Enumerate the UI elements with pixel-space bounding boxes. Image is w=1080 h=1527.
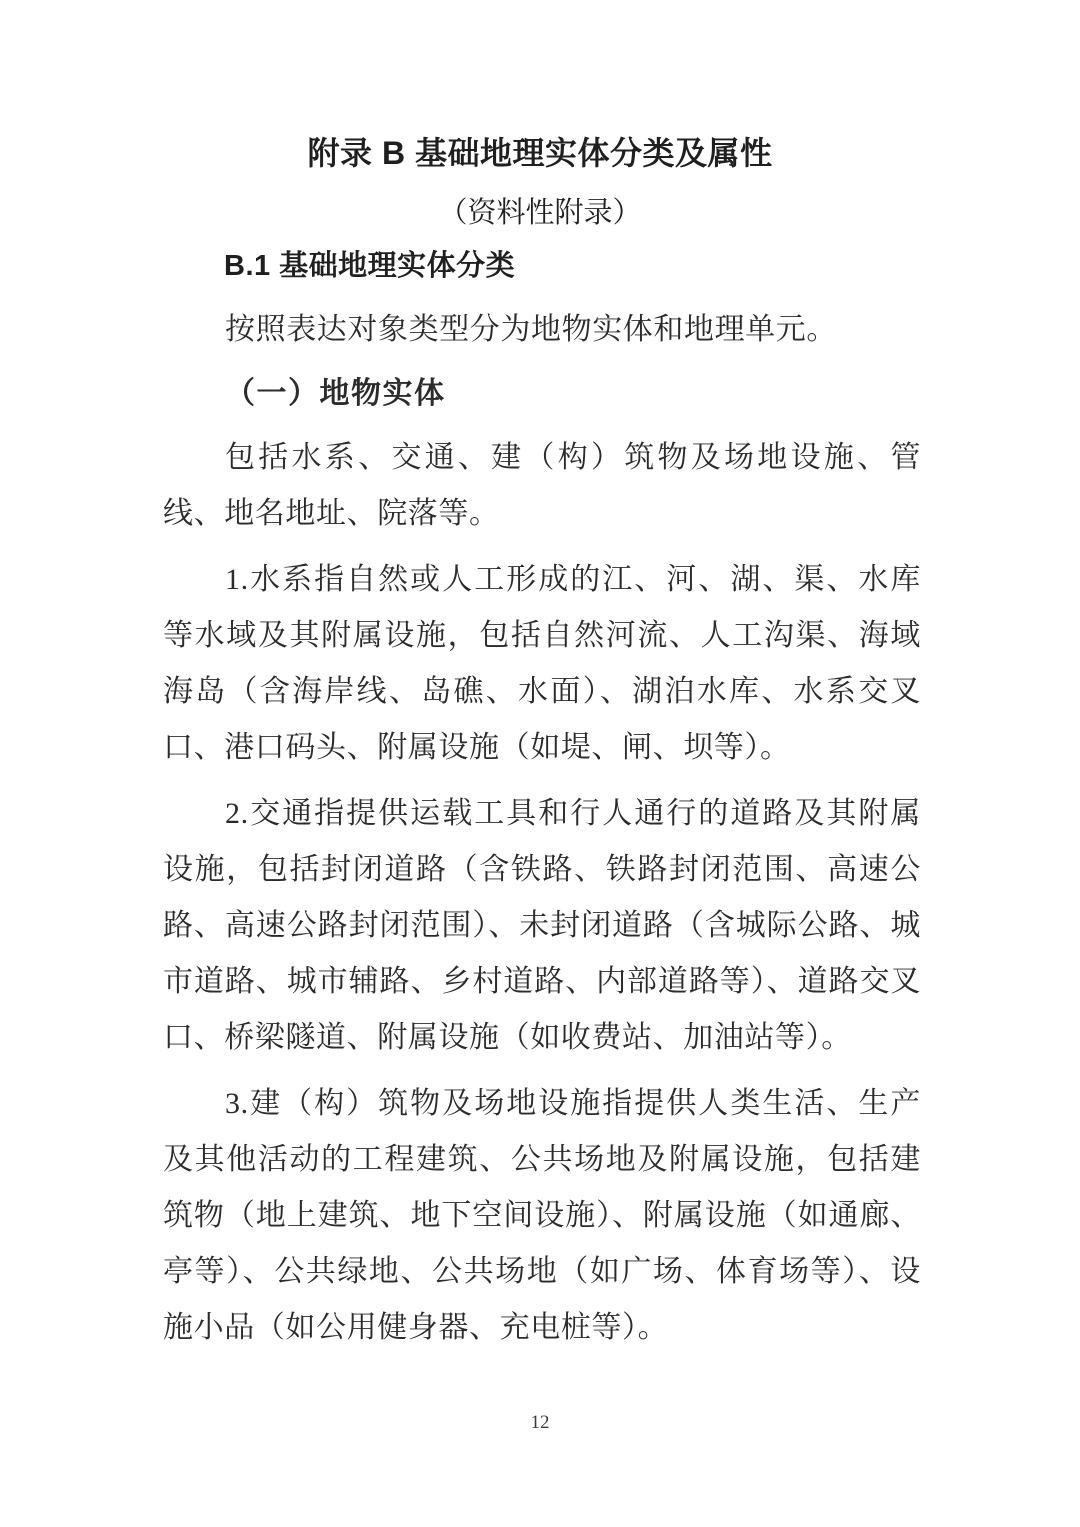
page-number: 12: [530, 1412, 550, 1433]
spacer: [163, 422, 921, 430]
list-item-buildings-facilities: 3.建（构）筑物及场地设施指提供人类生活、生产及其他活动的工程建筑、公共场地及附属设施，包括建筑物（地上建筑、地下空间设施）、附属设施（如通廊、亭等）、公共绿地、公共场地（如广场、体育场等）、设施小品（如公用健身器、充电桩等）。: [163, 1087, 921, 1344]
subsection-title-feature-entity: （一）地物实体: [225, 377, 446, 410]
intro-paragraph: 按照表达对象类型分为地物实体和地理单元。: [225, 313, 837, 346]
spacer: [163, 776, 921, 786]
section-heading-b1: B.1 基础地理实体分类: [224, 250, 516, 282]
page-title: 附录 B 基础地理实体分类及属性: [307, 135, 773, 171]
body-content: [163, 302, 921, 1356]
page-subtitle: （资料性附录）: [438, 197, 642, 229]
list-item-transportation: 2.交通指提供运载工具和行人通行的道路及其附属设施，包括封闭道路（含铁路、铁路封闭范围、高速公路、高速公路封闭范围）、未封闭道路（含城际公路、城市道路、城市辅路、乡村道路、内部道路等）、道路交叉口、桥梁隧道、附属设施（如收费站、加油站等）。: [163, 797, 921, 1054]
spacer: [163, 542, 921, 552]
list-item-water-system: 1.水系指自然或人工形成的江、河、湖、渠、水库等水域及其附属设施，包括自然河流、人工沟渠、海域海岛（含海岸线、岛礁、水面）、湖泊水库、水系交叉口、港口码头、附属设施（如堤、闸、坝等）。: [163, 563, 921, 764]
overview-paragraph: 包括水系、交通、建（构）筑物及场地设施、管线、地名地址、院落等。: [163, 441, 921, 530]
spacer: [163, 358, 921, 366]
spacer: [163, 1066, 921, 1076]
